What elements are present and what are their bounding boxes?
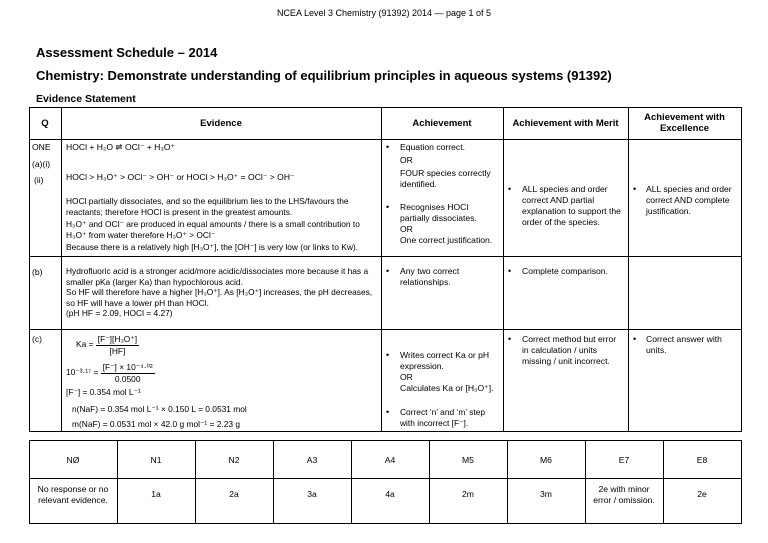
grade-col-divider — [195, 440, 196, 524]
achievement-c-criterion-a — [400, 350, 500, 394]
col-divider — [61, 107, 62, 432]
criterion-line: One correct justification. — [400, 235, 493, 245]
grade-col-divider — [117, 440, 118, 524]
criterion-line: Recognises HOCl partially dissociates. — [400, 202, 477, 223]
q-label-a-i: (a)(i) — [32, 159, 51, 169]
achievement-b-criterion: Any two correct relationships. — [400, 266, 460, 287]
col-header-q: Q — [41, 118, 49, 129]
section-heading: Evidence Statement — [36, 93, 136, 105]
grade-value: 4a — [385, 489, 395, 499]
criterion-or: OR — [400, 372, 413, 382]
table-border-top — [29, 107, 741, 108]
bullet: • — [508, 266, 512, 276]
q-label-c: (c) — [32, 334, 43, 344]
q-label-one: ONE — [32, 142, 51, 152]
col-divider — [628, 107, 629, 432]
evidence-species-order: HOCl > H₃O⁺ > OCl⁻ > OH⁻ or HOCl > H₃O⁺ = OCl⁻ > OH⁻ — [66, 172, 295, 182]
calc-fraction — [101, 362, 155, 384]
bullet: • — [633, 334, 637, 344]
calc-denominator: 0.0500 — [114, 373, 141, 384]
grade-table-top — [29, 440, 741, 441]
q-label-a-ii: (ii) — [34, 175, 44, 185]
col-divider — [741, 107, 742, 432]
ka-label: Ka = — [76, 339, 94, 350]
table-border-bottom — [29, 431, 741, 432]
evidence-b — [66, 266, 378, 319]
row-divider — [29, 329, 741, 330]
grade-col-divider — [29, 440, 30, 524]
evidence-b-line: Hydrofluoric acid is a stronger acid/more acidic/dissociates more because it has a smaller pKa (larger Ka) than hypochlorous acid. — [66, 266, 369, 287]
grade-value: 3a — [307, 489, 317, 499]
criterion-line: Writes correct Ka or pH expression. — [400, 350, 490, 371]
grade-col-divider — [663, 440, 664, 524]
excellence-c-criterion: Correct answer with units. — [646, 334, 722, 355]
page-header: NCEA Level 3 Chemistry (91392) 2014 — page 1 of 5 — [276, 8, 492, 18]
grade-table-bottom — [29, 523, 741, 524]
grade-value: 2e with minor error / omission. — [593, 484, 655, 505]
ka-fraction — [96, 334, 139, 356]
col-divider — [381, 107, 382, 432]
document-title: Assessment Schedule – 2014 — [36, 45, 218, 60]
grade-header: E7 — [618, 455, 630, 465]
evidence-explanation-1: HOCl partially dissociates, and so the equilibrium lies to the LHS/favours the reactants; therefore HOCl is present in the greatest amounts. — [66, 196, 349, 217]
achievement-c-criterion-b: Correct ‘n’ and ‘m’ step with incorrect [F⁻]. — [400, 407, 486, 428]
criterion-or: OR — [400, 224, 413, 234]
grade-col-divider — [741, 440, 742, 524]
bullet: • — [386, 142, 390, 152]
grade-value: No response or no relevant evidence. — [37, 484, 109, 505]
grade-header: E8 — [696, 455, 708, 465]
table-header-divider — [29, 139, 741, 140]
criterion-line: Calculates Ka or [H₃O⁺]. — [400, 383, 494, 393]
grade-col-divider — [429, 440, 430, 524]
excellence-one-criterion: ALL species and order correct AND complete justification. — [646, 184, 732, 216]
achievement-one-criterion-a — [400, 142, 500, 190]
grade-header: A3 — [306, 455, 318, 465]
calc-label: 10⁻³·¹⁷ = — [66, 367, 99, 378]
bullet: • — [386, 350, 390, 360]
moles-naf: n(NaF) = 0.354 mol L⁻¹ × 0.150 L = 0.0531 mol — [72, 404, 247, 414]
bullet: • — [386, 202, 390, 212]
col-divider — [503, 107, 504, 432]
bullet: • — [386, 266, 390, 276]
evidence-explanation-2: H₃O⁺ and OCl⁻ are produced in equal amounts / there is a small contribution to H₃O⁺ from water therefore H₃O⁺ > OCl⁻ — [66, 219, 360, 240]
col-header-merit: Achievement with Merit — [512, 118, 619, 129]
grade-value: 1a — [151, 489, 161, 499]
calc-numerator: [F⁻] × 10⁻⁴·⁰² — [102, 362, 153, 372]
criterion-line: Equation correct. — [400, 142, 465, 152]
evidence-equation: HOCl + H₂O ⇌ OCl⁻ + H₃O⁺ — [66, 142, 176, 152]
grade-header: M5 — [462, 455, 474, 465]
col-header-achievement: Achievement — [412, 118, 472, 129]
fluoride-concentration: [F⁻] = 0.354 mol L⁻¹ — [66, 387, 141, 397]
grade-header: N1 — [150, 455, 162, 465]
bullet: • — [386, 407, 390, 417]
grade-header: M6 — [540, 455, 552, 465]
bullet: • — [633, 184, 637, 194]
bullet: • — [508, 334, 512, 344]
col-divider — [29, 107, 30, 432]
grade-header: N2 — [228, 455, 240, 465]
criterion-or: OR — [400, 155, 413, 165]
merit-c-criterion: Correct method but error in calculation / units missing / unit incorrect. — [522, 334, 617, 366]
evidence-b-line: (pH HF = 2.09, HOCl = 4.27) — [66, 308, 173, 318]
mass-naf: m(NaF) = 0.0531 mol × 42.0 g mol⁻¹ = 2.23 g — [72, 419, 241, 429]
criterion-line: FOUR species correctly identified. — [400, 168, 491, 189]
grade-col-divider — [351, 440, 352, 524]
document-subtitle: Chemistry: Demonstrate understanding of equilibrium principles in aqueous systems (91392) — [36, 68, 612, 83]
grade-col-divider — [273, 440, 274, 524]
grade-value: 2e — [697, 489, 707, 499]
row-divider — [29, 256, 741, 257]
ka-calculation — [66, 362, 155, 384]
ka-numerator: [F⁻][H₃O⁺] — [97, 334, 138, 344]
evidence-explanation-3: Because there is a relatively high [H₃O⁺], the [OH⁻] is very low (or links to Kw). — [66, 242, 358, 252]
grade-header: NØ — [66, 455, 80, 465]
grade-header: A4 — [384, 455, 396, 465]
grade-col-divider — [585, 440, 586, 524]
bullet: • — [508, 184, 512, 194]
ka-expression — [76, 334, 139, 356]
grade-value: 2m — [462, 489, 474, 499]
col-header-excellence: Achievement with Excellence — [644, 112, 725, 134]
grade-col-divider — [507, 440, 508, 524]
q-label-b: (b) — [32, 267, 43, 277]
grade-value: 2a — [229, 489, 239, 499]
grade-value: 3m — [540, 489, 552, 499]
grade-table-divider — [29, 478, 741, 479]
merit-b-criterion: Complete comparison. — [522, 266, 608, 276]
evidence-b-line: So HF will therefore have a higher [H₃O⁺]. As [H₃O⁺] increases, the pH decreases, so HF will have a lower pH than HOCl. — [66, 287, 373, 308]
merit-one-criterion: ALL species and order correct AND partial explanation to support the order of the species. — [522, 184, 621, 227]
ka-denominator: [HF] — [109, 345, 126, 356]
achievement-one-criterion-b — [400, 202, 500, 246]
col-header-evidence: Evidence — [200, 118, 242, 129]
